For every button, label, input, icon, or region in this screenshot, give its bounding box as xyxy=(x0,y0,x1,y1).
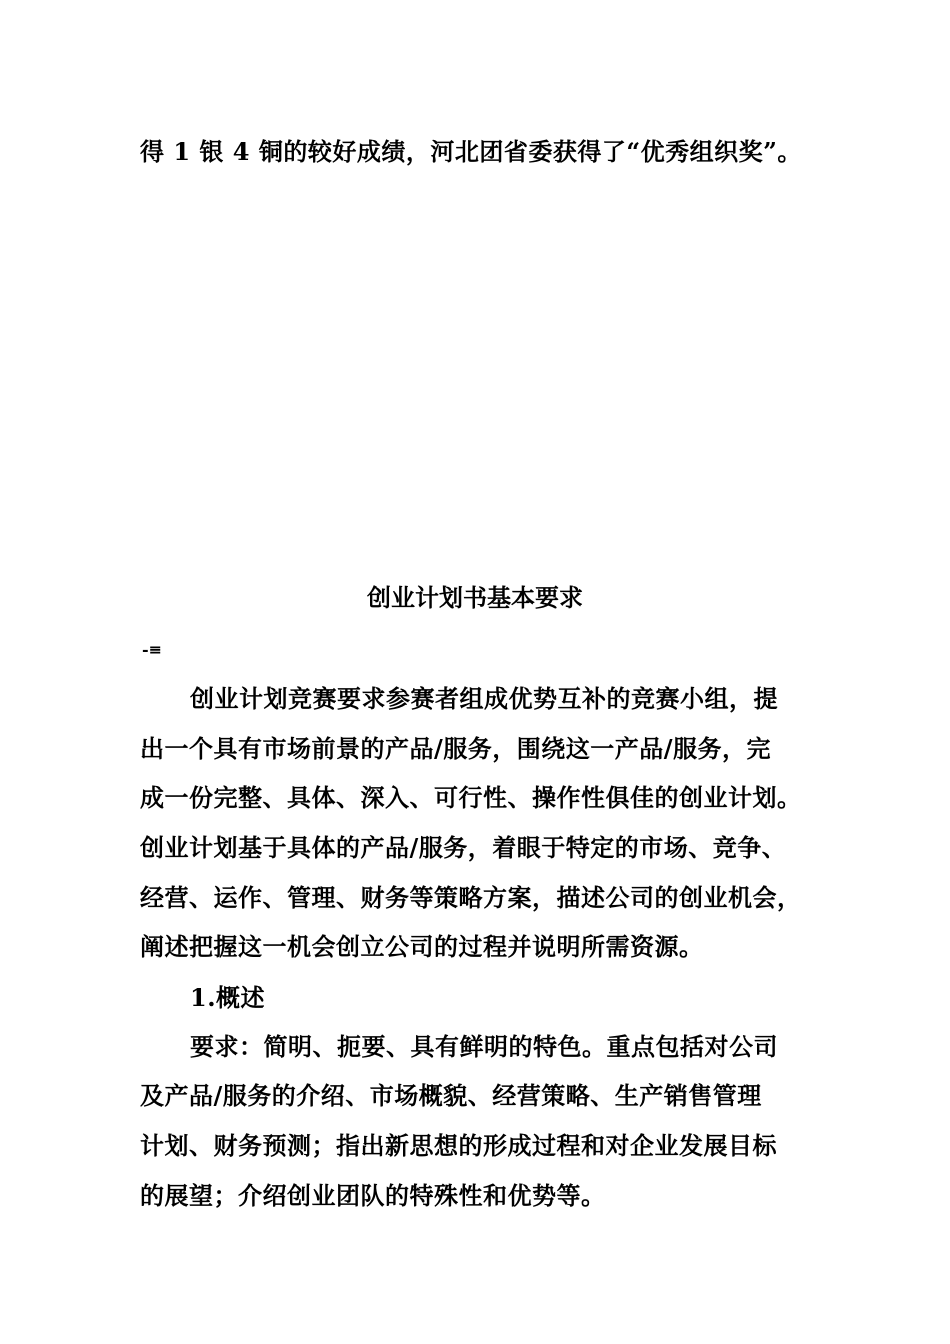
paragraph-line: 及产品/服务的介绍、市场概貌、经营策略、生产销售管理 xyxy=(140,1081,762,1110)
paragraph-line: 要求：简明、扼要、具有鲜明的特色。重点包括对公司 xyxy=(190,1032,778,1061)
paragraph-line: 出一个具有市场前景的产品/服务，围绕这一产品/服务，完 xyxy=(140,734,772,763)
paragraph-line: 阐述把握这一机会创立公司的过程并说明所需资源。 xyxy=(140,932,704,961)
section-title: 创业计划书基本要求 xyxy=(367,583,583,612)
item-heading: 1.概述 xyxy=(190,983,266,1012)
top-line: 得 1 银 4 铜的较好成绩，河北团省委获得了“优秀组织奖”。 xyxy=(140,137,802,166)
paragraph-line: 创业计划基于具体的产品/服务，着眼于特定的市场、竞争、 xyxy=(140,833,787,862)
paragraph-line: 创业计划竞赛要求参赛者组成优势互补的竞赛小组，提 xyxy=(190,684,778,713)
paragraph-line: 经营、运作、管理、财务等策略方案，描述公司的创业机会， xyxy=(140,883,802,912)
list-marker: -≡ xyxy=(142,640,163,659)
paragraph-line: 计划、财务预测；指出新思想的形成过程和对企业发展目标 xyxy=(140,1131,777,1160)
paragraph-line: 的展望；介绍创业团队的特殊性和优势等。 xyxy=(140,1181,606,1210)
paragraph-line: 成一份完整、具体、深入、可行性、操作性俱佳的创业计划。 xyxy=(140,783,802,812)
